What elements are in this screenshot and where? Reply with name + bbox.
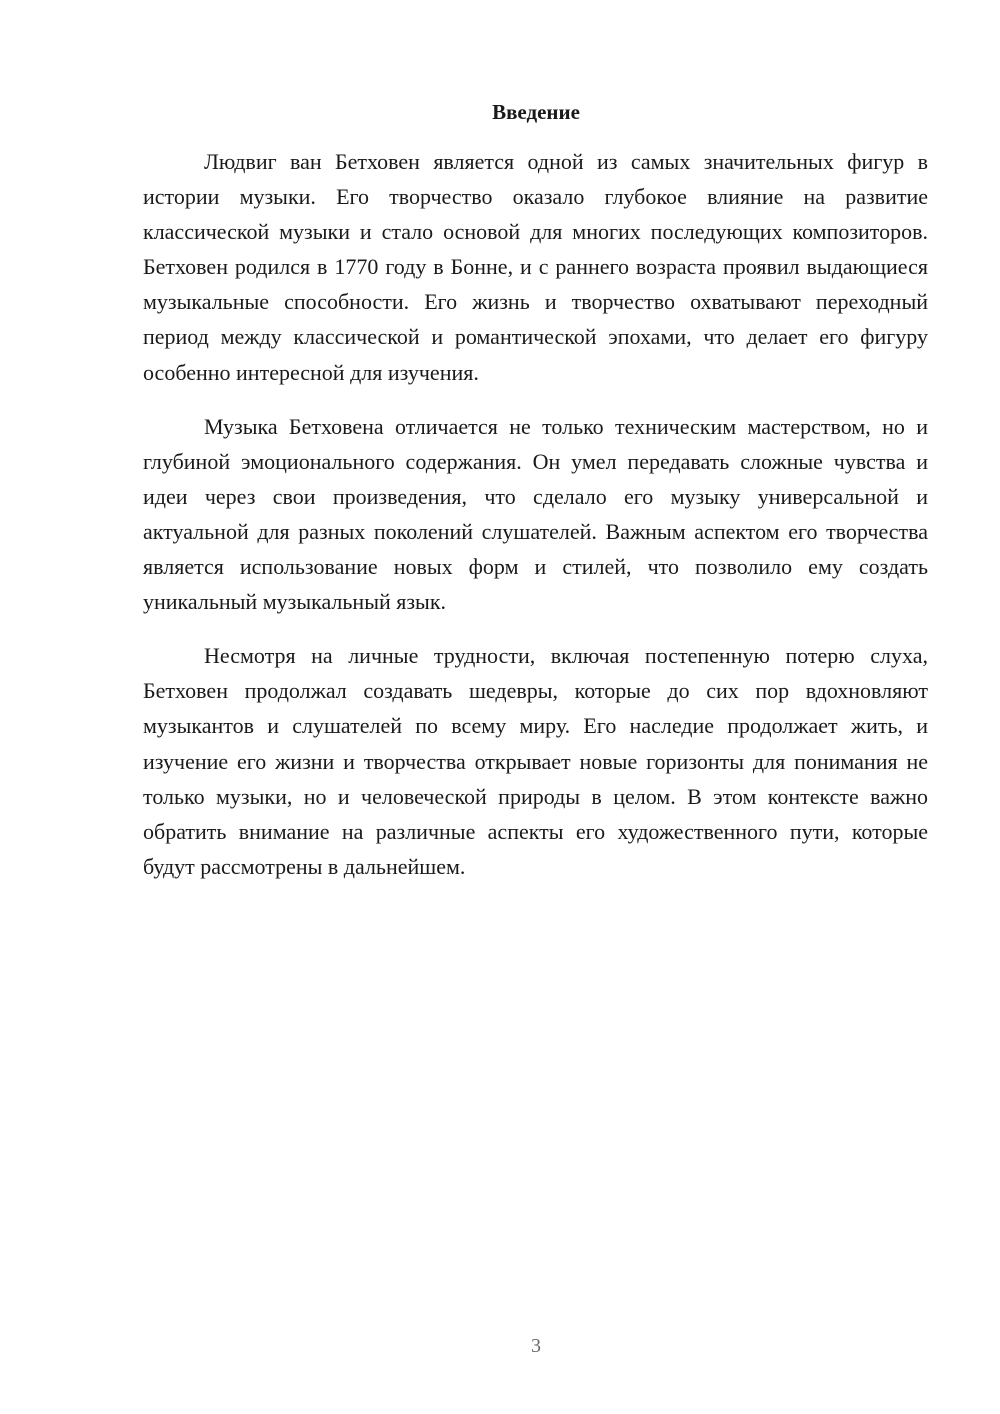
paragraph-2: Музыка Бетховена отличается не только техническим мастерством, но и глубиной эмоционального содержания. Он умел передавать сложные чувства и идеи через свои произведения, что сделало его музыку универсальной и актуальной для разных поколений слушателей. Важным аспектом его творчества является использование новых форм и стилей, что позволило ему создать уникальный музыкальный язык.: [143, 413, 928, 615]
page-title: Введение: [492, 100, 580, 124]
paragraph-1: Людвиг ван Бетховен является одной из самых значительных фигур в истории музыки. Его творчество оказало глубокое влияние на развитие классической музыки и стало основой для многих последующих композиторов. Бетховен родился в 1770 году в Бонне, и с раннего возраста проявил выдающиеся музыкальные способности. Его жизнь и творчество охватывают переходный период между классической и романтической эпохами, что делает его фигуру особенно интересной для изучения.: [143, 149, 928, 385]
paragraph-3: Несмотря на личные трудности, включая постепенную потерю слуха, Бетховен продолжал создавать шедевры, которые до сих пор вдохновляют музыкантов и слушателей по всему миру. Его наследие продолжает жить, и изучение его жизни и творчества открывает новые горизонты для понимания не только музыки, но и человеческой природы в целом. В этом контексте важно обратить внимание на различные аспекты его художественного пути, которые будут рассмотрены в дальнейшем.: [143, 643, 928, 879]
body-text: [143, 144, 928, 903]
page-number: 3: [531, 1335, 541, 1357]
